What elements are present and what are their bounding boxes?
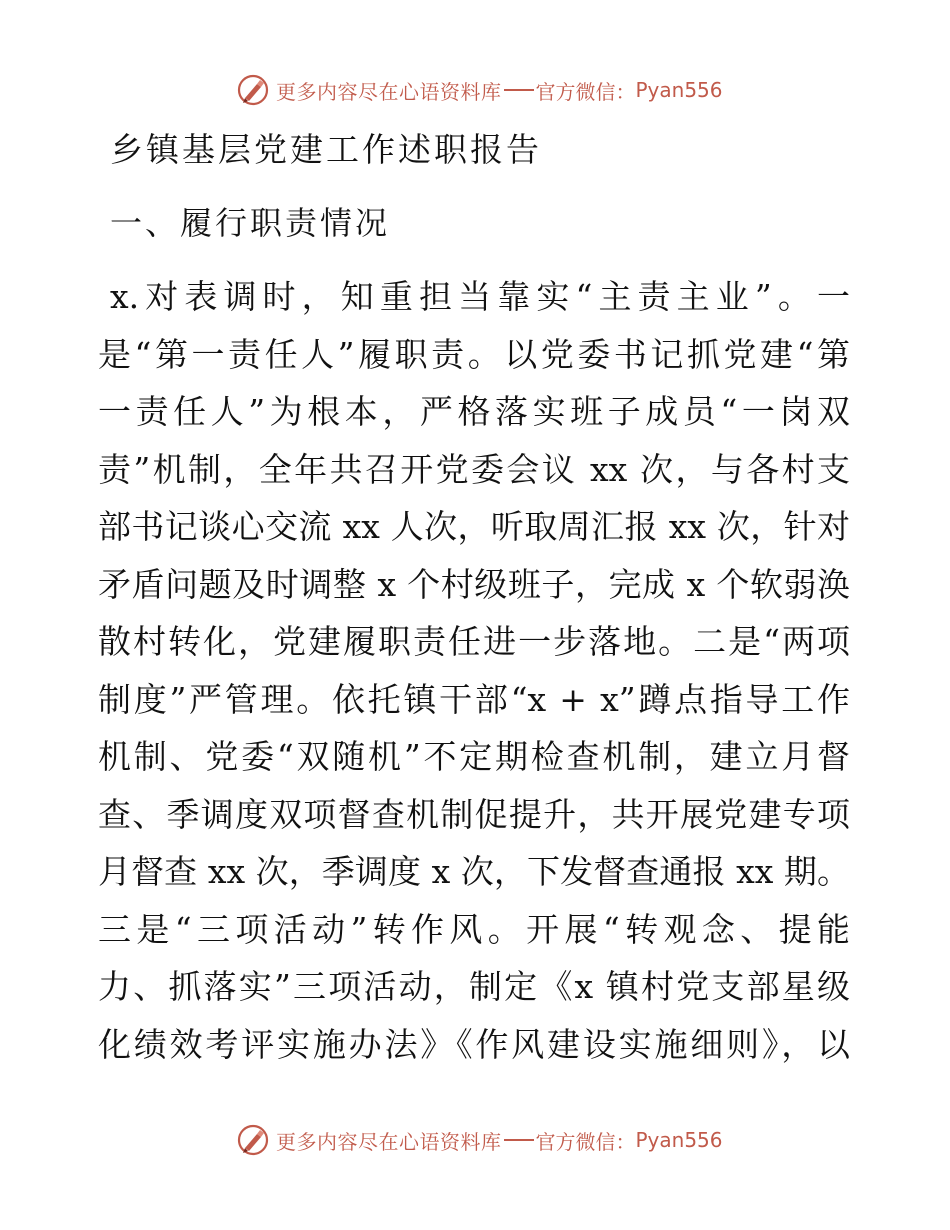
text-line: 是“第一责任人”履职责。以党委书记抓党建“第 [98,334,850,374]
text-line: 三是“三项活动”转作风。开展“转观念、提能 [98,909,850,949]
banner-dash [504,89,534,91]
text-line: 矛盾问题及时调整 x 个村级班子，完成 x 个软弱涣 [98,564,850,604]
banner-suffix: 官方微信： [535,79,636,104]
pen-logo-icon [236,1123,270,1157]
footer-banner [236,1122,723,1158]
header-banner [236,72,723,108]
banner-text: 更多内容尽在心语资料库 [276,79,502,104]
banner-text: 更多内容尽在心语资料库 [276,1129,502,1154]
text-line: 查、季调度双项督查机制促提升，共开展党建专项 [98,794,850,834]
text-line: 责”机制，全年共召开党委会议 xx 次，与各村支 [98,449,850,489]
text-line: 散村转化，党建履职责任进一步落地。二是“两项 [98,622,850,661]
banner-suffix: 官方微信： [535,1129,636,1154]
text-line: x.对表调时，知重担当靠实“主责主业”。一 [110,277,850,316]
text-line: 一责任人”为根本，严格落实班子成员“一岗双 [98,392,850,431]
text-line: 机制、党委“双随机”不定期检查机制，建立月督 [98,737,850,776]
banner-wechat-id: Pyan556 [635,1128,723,1152]
banner-dash [504,1139,534,1141]
section-heading: 一、履行职责情况 [110,204,391,242]
body-paragraph [98,268,850,1073]
text-line: 制度”严管理。依托镇干部“x + x”蹲点指导工作 [98,679,850,719]
pen-logo-icon [236,73,270,107]
text-line: 月督查 xx 次，季调度 x 次，下发督查通报 xx 期。 [98,852,850,891]
text-line: 力、抓落实”三项活动，制定《x 镇村党支部星级 [98,967,850,1006]
text-line: 部书记谈心交流 xx 人次，听取周汇报 xx 次，针对 [98,507,850,546]
document-title: 乡镇基层党建工作述职报告 [110,130,542,169]
banner-wechat-id: Pyan556 [635,78,723,102]
text-line: 化绩效考评实施办法》《作风建设实施细则》，以 [98,1024,850,1064]
